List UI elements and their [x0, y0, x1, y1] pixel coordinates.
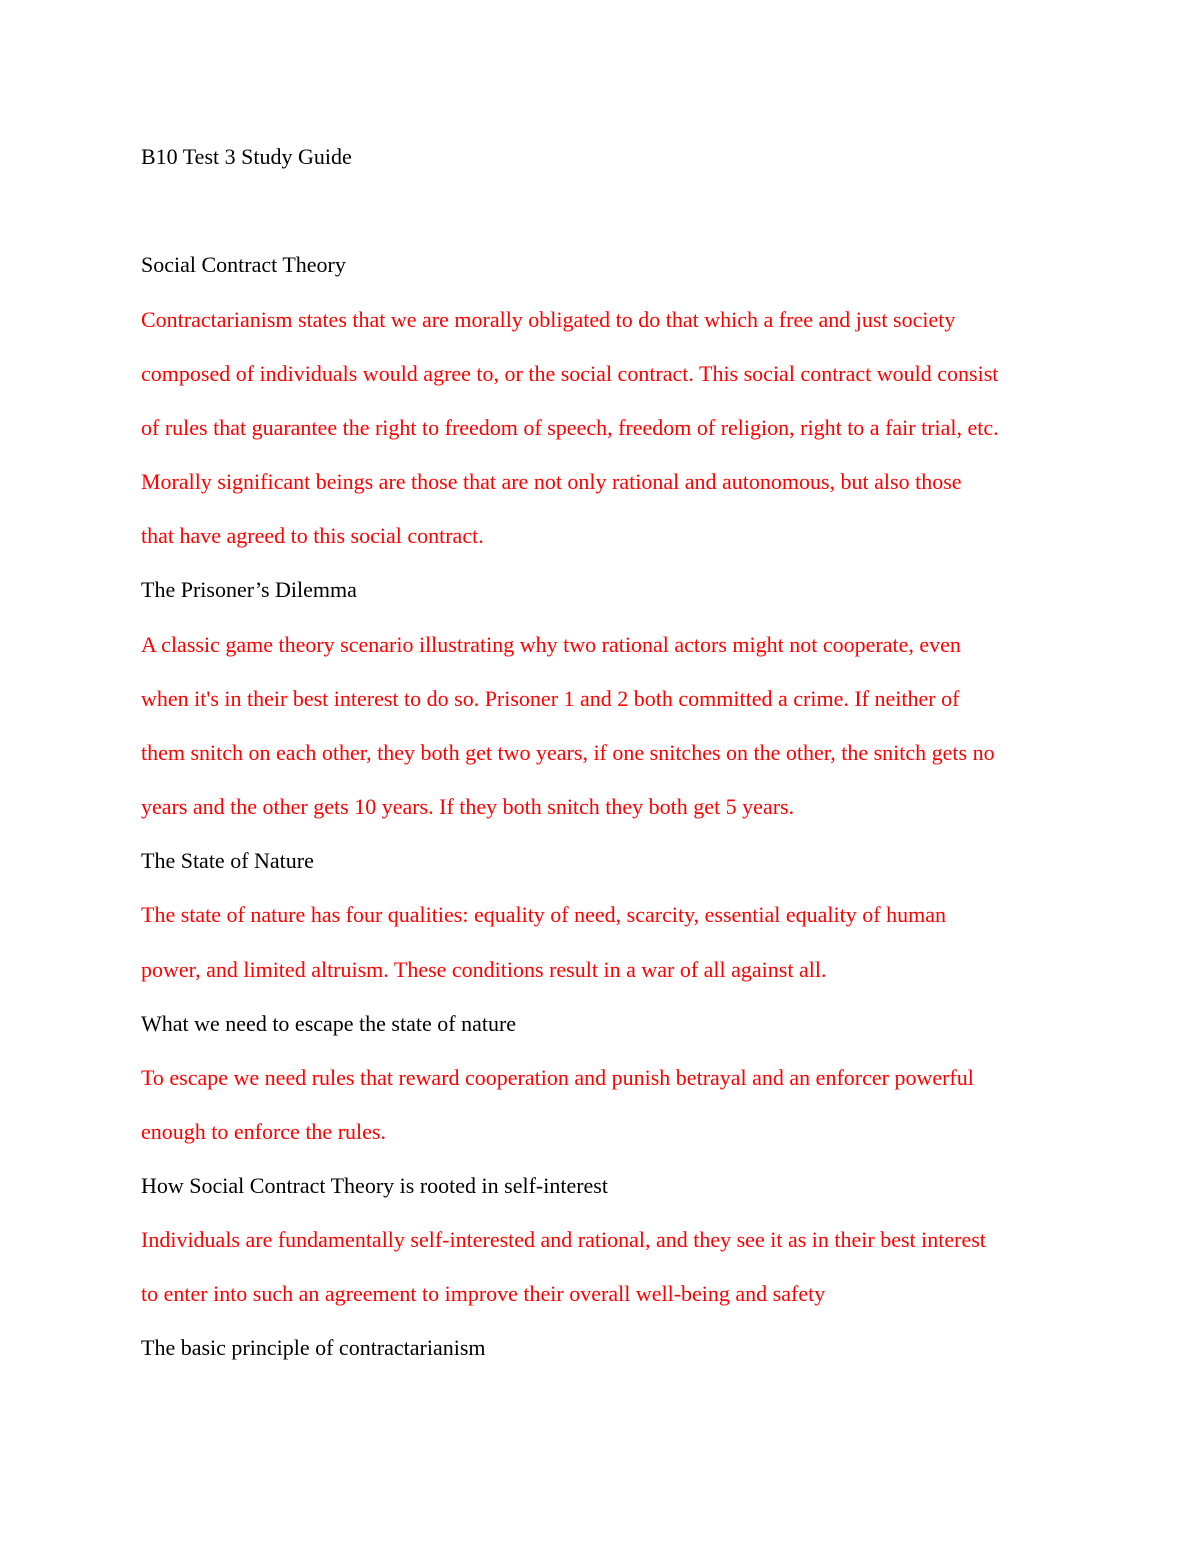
answer-line: that have agreed to this social contract.	[141, 523, 484, 548]
answer-line: To escape we need rules that reward cooperation and punish betrayal and an enforcer powerful	[141, 1065, 974, 1090]
section-heading-state-of-nature: The State of Nature	[141, 848, 314, 873]
answer-line: enough to enforce the rules.	[141, 1119, 386, 1144]
answer-line: years and the other gets 10 years. If they both snitch they both get 5 years.	[141, 794, 795, 819]
section-heading-social-contract-theory: Social Contract Theory	[141, 252, 346, 277]
answer-line: them snitch on each other, they both get two years, if one snitches on the other, the snitch gets no	[141, 740, 995, 765]
answer-line: Individuals are fundamentally self-interested and rational, and they see it as in their best interest	[141, 1227, 986, 1252]
section-heading-escape-state-of-nature: What we need to escape the state of nature	[141, 1011, 517, 1036]
section-heading-self-interest: How Social Contract Theory is rooted in self-interest	[141, 1173, 608, 1198]
answer-line: A classic game theory scenario illustrating why two rational actors might not cooperate, even	[141, 632, 961, 657]
answer-line: power, and limited altruism. These conditions result in a war of all against all.	[141, 957, 827, 982]
answer-line: The state of nature has four qualities: equality of need, scarcity, essential equality of human	[141, 902, 946, 927]
answer-line: when it's in their best interest to do so. Prisoner 1 and 2 both committed a crime. If neither of	[141, 686, 960, 711]
answer-line: to enter into such an agreement to improve their overall well-being and safety	[141, 1281, 826, 1306]
answer-line: of rules that guarantee the right to freedom of speech, freedom of religion, right to a fair trial, etc.	[141, 415, 999, 440]
section-heading-prisoners-dilemma: The Prisoner’s Dilemma	[141, 577, 357, 602]
section-heading-basic-principle: The basic principle of contractarianism	[141, 1335, 486, 1360]
document-title: B10 Test 3 Study Guide	[141, 144, 352, 169]
answer-line: composed of individuals would agree to, or the social contract. This social contract would consist	[141, 361, 999, 386]
answer-line: Morally significant beings are those that are not only rational and autonomous, but also those	[141, 469, 962, 494]
answer-line: Contractarianism states that we are morally obligated to do that which a free and just society	[141, 307, 956, 332]
